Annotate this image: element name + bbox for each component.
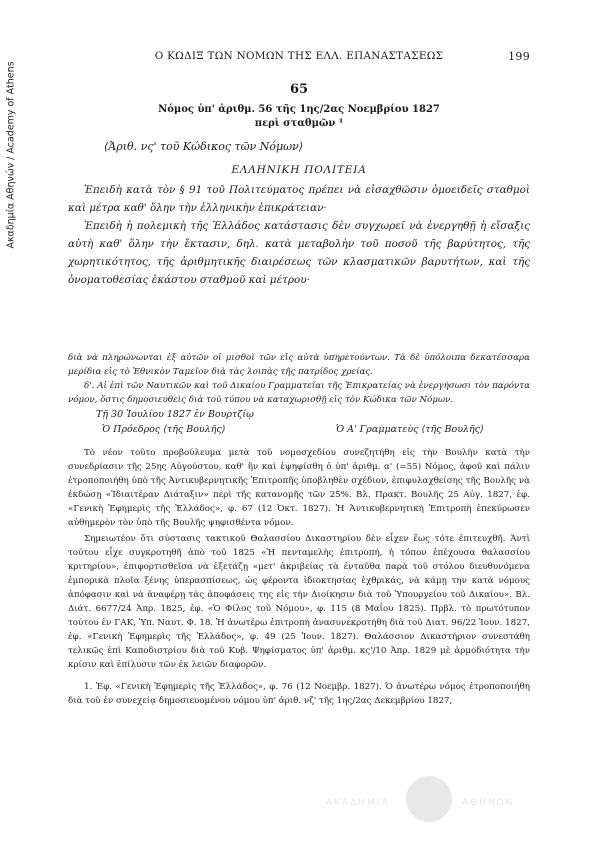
- continuation-line: διὰ νὰ πληρώνωνται ἐξ αὐτῶν οἱ μισθοὶ τῶν εἰς αὐτὰ ὑπηρετούντων. Τὰ δὲ ὑπόλοιπα δεκατέσσαρα μερίδια εἰς τὸ Ἐθνικὸν Ταμεῖον διὰ τὰς λοιπὰς τῆς πατρίδος χρείας.: [68, 353, 530, 377]
- watermark-logo-text-right: ΑΘΗΝΩΝ: [462, 798, 515, 808]
- signature-secretary: Ὁ Α' Γραμματεὺς ⟨τῆς Βουλῆς⟩: [336, 424, 484, 435]
- seal-icon: [406, 776, 452, 822]
- law-title: [68, 103, 530, 131]
- footnote: [68, 680, 530, 708]
- law-number: 65: [289, 82, 309, 97]
- watermark-side-text: Ακαδημία Αθηνών / Academy of Athens: [5, 61, 17, 249]
- note-paragraph: Τὸ νέον τοῦτο προβούλευμα μετὰ τοῦ νομοσχεδίου συνεζητήθη εἰς τὴν Βουλὴν κατὰ τὴν συνεδρίασιν τῆς 25ης Αὐγούστου, καθ' ἣν καὶ ἐψηφίσθη ὁ ὑπ' ἀριθμ. α' (=55) Νόμος, ἀφοῦ καὶ πάλιν ἐτροποποιήθη ὑπὸ τῆς Ἀντικυβερνητικῆς Ἐπιτροπῆς ὑποβληθὲν σχέδιον, ἐπιφυλαχθείσης τῆς Βουλῆς νὰ ἐκδώσῃ «Ἰδιαιτέραν Διάταξιν» περὶ τῆς κατανομῆς τῶν 25%. Βλ. Πρακτ. Βουλῆς 25 Αὐγ. 1827, ἐφ. «Γενικὴ Ἐφημερὶς τῆς Ἑλλάδος», φ. 67 (12 Ὀκτ. 1827). Ἡ Ἀντικυβερνητικὴ Ἐπιτροπὴ ἐπεκύρωσεν αὐθημερὸν τὸν ὑπὸ τῆς Βουλῆς ψηφισθέντα νόμον.: [68, 448, 530, 528]
- document-page: [68, 50, 530, 708]
- page-number: 199: [508, 50, 530, 63]
- note-paragraph: Σημειωτέον ὅτι σύστασις τακτικοῦ Θαλασσίου Δικαστηρίου δὲν εἶχεν ἕως τότε ἐπιτευχθῆ. Ἀντὶ τούτου εἶχε συγκροτηθῆ ἀπὸ τοῦ 1825 «Ἡ πενταμελὴς ἐπιτροπή, ἡ τόπον ἐπέχουσα θαλασσίου κριτηρίου», ἐπιφορτισθεῖσα νὰ ἐξετάζῃ «μετ' ἀκριβείας τὰ ἐνταῦθα παρὰ τοῦ στόλου διευθυνόμενα ἐμπορικὰ πλοῖα ξένης ὑπερασπίσεως, ὡς φέροντα ἰδιοκτησίας ἐχθρικάς, νὰ κάμῃ την κατὰ νόμους ἀπόφασιν καὶ νὰ ἀναφέρῃ τὰς ἀποφάσεις της εἰς τὴν Διοίκησιν διὰ τοῦ Ὑπουργείου τοῦ Δικαίου». Βλ. Διάτ. 6677/24 Ἀπρ. 1825, ἐφ. «Ὁ Φίλος τοῦ Νόμου», φ. 115 (8 Μαΐου 1825). Πρβλ. τὸ πρωτότυπον τούτου ἐν ΓΑΚ, Ὑπ. Ναυτ. Φ. 18. Ἡ ἀνωτέρω ἐπιτροπὴ ἀνασυνεκροτήθη διὰ τοῦ Διατ. 96/22 Ἰουν. 1827, ἐφ. «Γενικὴ Ἐφημερὶς τῆς Ἑλλάδος», φ. 49 (25 Ἰουν. 1827). Θαλάσσιον Δικαστήριον συνεστάθη τελικῶς ἐπὶ Καποδιστρίου διὰ τοῦ Κυβ. Ψηφίσματος ὑπ' ἀριθμ. κς'/10 Ἀπρ. 1829 μὲ ἁρμοδιότητα τὴν κρίσιν καὶ ἐπίλυσιν τῶν ἐκ λειῶν διαφορῶν.: [68, 534, 530, 670]
- decree-preamble: [68, 181, 530, 289]
- signature-date: Τῇ 30 Ἰουλίου 1827 ἐν Βουρτζίῳ: [96, 409, 254, 420]
- polity-heading: ΕΛΛΗΝΙΚΗ ΠΟΛΙΤΕΙΑ: [231, 164, 367, 176]
- signature-president: Ὁ Πρόεδρος ⟨τῆς Βουλῆς⟩: [102, 424, 226, 435]
- continuation-text: [68, 351, 530, 407]
- academy-side-watermark: [4, 35, 18, 275]
- signature-row: [68, 424, 530, 438]
- law-title-line-1: Νόμος ὑπ' ἀριθμ. 56 τῆς 1ης/2ας Νοεμβρίου 1827: [158, 104, 440, 115]
- law-title-line-2: περὶ σταθμῶν ¹: [254, 118, 344, 129]
- blank-gap: [68, 289, 530, 351]
- continuation-line: δ'. Αἱ ἐπὶ τῶν Ναυτικῶν καὶ τοῦ Δικαίου Γραμματεῖαι τῆς Ἐπικρατείας νὰ ἐνεργήσωσι τὸν παρόντα νόμον, ὅστις δημοσιευθεὶς διὰ τοῦ τύπου νὰ καταχωρισθῇ εἰς τὸν Κώδικα τῶν Νόμων.: [68, 381, 530, 405]
- decree-paragraph: Ἐπειδὴ κατὰ τὸν § 91 τοῦ Πολιτεύματος πρέπει νὰ εἰσαχθῶσιν ὁμοειδεῖς σταθμοὶ καὶ μέτρα καθ' ὅλην τὴν ἑλληνικὴν ἐπικράτειαν·: [68, 184, 530, 214]
- decree-paragraph: Ἐπειδὴ ἡ πολεμικὴ τῆς Ἑλλάδος κατάστασις δὲν συγχωρεῖ νὰ ἐνεργηθῇ ἡ εἴσαξις αὐτὴ καθ' ὅλην τὴν ἔκτασιν, δηλ. κατὰ μεταβολὴν τοῦ ποσοῦ τῆς βαρύτητος, τῆς χωρητικότητος, τῆς ἀριθμητικῆς διαιρέσεως τῶν κλασματικῶν βαρυτήτων, καὶ τῆς ὀνοματοθεσίας ἑκάστου σταθμοῦ καὶ μέτρου·: [68, 220, 530, 286]
- footnote-text: 1. Ἐφ. «Γενικὴ Ἐφημερὶς τῆς Ἑλλάδος», φ. 76 (12 Νοεμβρ. 1827). Ὁ ἀνωτέρω νόμος ἐτροποποιήθη διὰ τοῦ ἐν συνεχείᾳ δημοσιευομένου νόμου ὑπ' ἀριθ. νζ' τῆς 1ης/2ας Δεκεμβρίου 1827,: [68, 682, 530, 706]
- running-title: Ο ΚΩΔΙΞ ΤΩΝ ΝΟΜΩΝ ΤΗΣ ΕΛΛ. ΕΠΑΝΑΣΤΑΣΕΩΣ: [154, 50, 444, 62]
- academy-logo-watermark: [326, 776, 526, 836]
- code-reference: ⟨Ἀριθ. νς' τοῦ Κώδικος τῶν Νόμων⟩: [104, 140, 304, 153]
- watermark-logo-text-left: ΑΚΑΔΗΜΙΑ: [326, 798, 390, 808]
- editorial-notes: [68, 446, 530, 672]
- page-header: [68, 50, 530, 66]
